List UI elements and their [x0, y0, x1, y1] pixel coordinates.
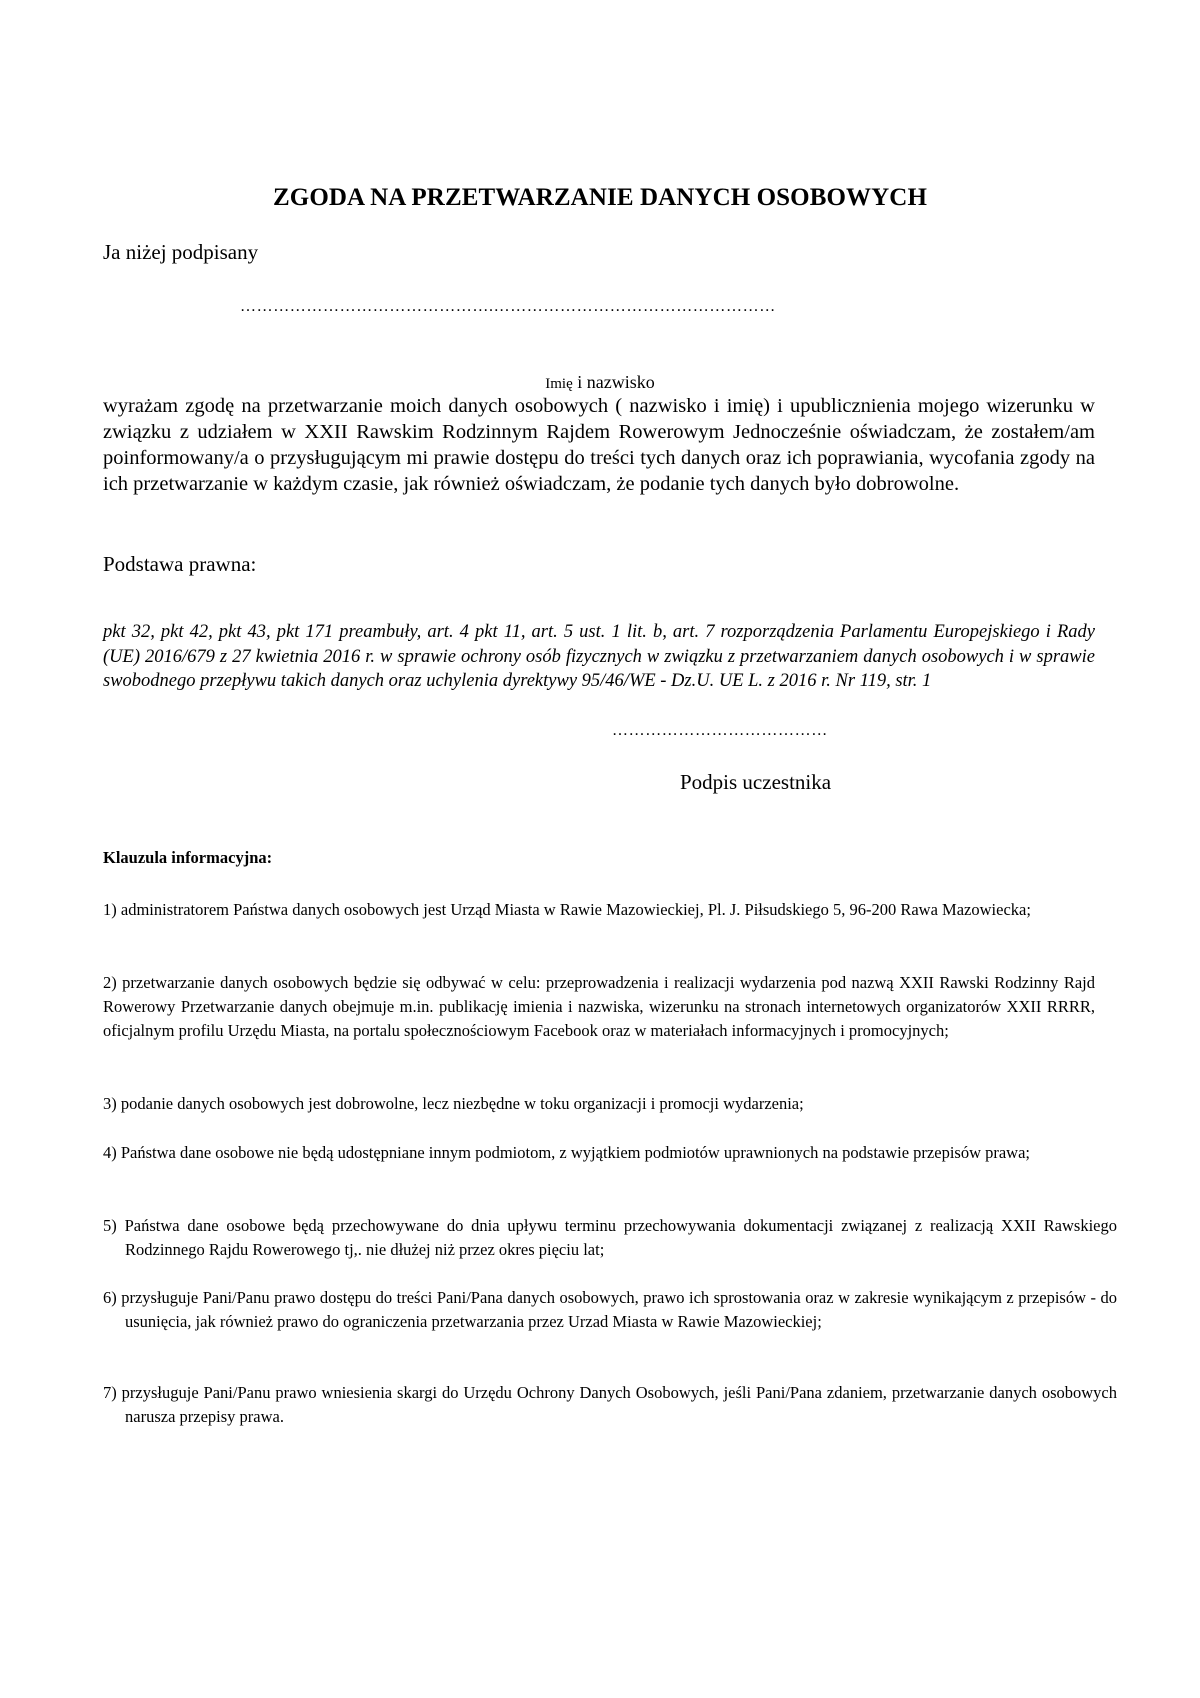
document-title: ZGODA NA PRZETWARZANIE DANYCH OSOBOWYCH: [273, 184, 927, 211]
intro-text: Ja niżej podpisany: [103, 240, 259, 264]
info-clause-item: 2) przetwarzanie danych osobowych będzie się odbywać w celu: przeprowadzenia i realizacji wydarzenia pod nazwą XXII Rawski Rodzinny Rajd Rowerowy Przetwarzanie danych obejmuje m.in. publikację imienia i nazwiska, wizerunku na stronach internetowych organizatorów XXII RRRR, oficjalnym profilu Urzędu Miasta, na portalu społecznościowym Facebook oraz w materiałach informacyjnych i promocyjnych;: [103, 973, 1095, 1040]
info-clause-item: 3) podanie danych osobowych jest dobrowolne, lecz niezbędne w toku organizacji i promocji wydarzenia;: [103, 1094, 804, 1113]
name-field-label: [0, 372, 1200, 393]
info-clause-item: 4) Państwa dane osobowe nie będą udostępniane innym podmiotom, z wyjątkiem podmiotów uprawnionych na podstawie przepisów prawa;: [103, 1143, 1031, 1162]
name-label-prefix: Imię: [545, 376, 573, 392]
participant-signature-line: …………………………………: [612, 722, 828, 739]
info-clause-item: 7) przysługuje Pani/Panu prawo wniesienia skargi do Urzędu Ochrony Danych Osobowych, jeśli Pani/Pana zdaniem, przetwarzanie danych osobowych narusza przepisy prawa.: [103, 1383, 1117, 1426]
legal-basis-heading: Podstawa prawna:: [103, 552, 257, 576]
consent-statement: wyrażam zgodę na przetwarzanie moich danych osobowych ( nazwisko i imię) i upublicznienia mojego wizerunku w związku z udziałem w XXII Rawskim Rodzinnym Rajdem Rowerowym Jednocześnie oświadczam, że zostałem/am poinformowany/a o przysługującym mi prawie dostępu do treści tych danych oraz ich poprawiania, wycofania zgody na ich przetwarzanie w każdym czasie, jak również oświadczam, że podanie tych danych było dobrowolne.: [103, 395, 1095, 495]
info-clause-heading: Klauzula informacyjna:: [103, 848, 273, 867]
info-clause-item: 1) administratorem Państwa danych osobowych jest Urząd Miasta w Rawie Mazowieckiej, Pl. J. Piłsudskiego 5, 96-200 Rawa Mazowiecka;: [103, 900, 1031, 919]
name-label-rest: i nazwisko: [572, 372, 655, 392]
name-signature-line: ……………………………………….……………………………………………: [240, 298, 776, 315]
info-clause-item: 5) Państwa dane osobowe będą przechowywane do dnia upływu terminu przechowywania dokumentacji związanej z realizacją XXII Rawskiego Rodzinnego Rajdu Rowerowego tj,. nie dłużej niż przez okres pięciu lat;: [103, 1216, 1117, 1259]
info-clause-item: 6) przysługuje Pani/Panu prawo dostępu do treści Pani/Pana danych osobowych, prawo ich sprostowania oraz w zakresie wynikającym z przepisów - do usunięcia, jak również prawo do ograniczenia przetwarzania przez Urzad Miasta w Rawie Mazowieckiej;: [103, 1288, 1117, 1331]
legal-basis-text: pkt 32, pkt 42, pkt 43, pkt 171 preambuły, art. 4 pkt 11, art. 5 ust. 1 lit. b, art. 7 rozporządzenia Parlamentu Europejskiego i Rady (UE) 2016/679 z 27 kwietnia 2016 r. w sprawie ochrony osób fizycznych w związku z przetwarzaniem danych osobowych i w sprawie swobodnego przepływu takich danych oraz uchylenia dyrektywy 95/46/WE - Dz.U. UE L. z 2016 r. Nr 119, str. 1: [103, 622, 1095, 691]
participant-signature-label: Podpis uczestnika: [680, 770, 832, 794]
